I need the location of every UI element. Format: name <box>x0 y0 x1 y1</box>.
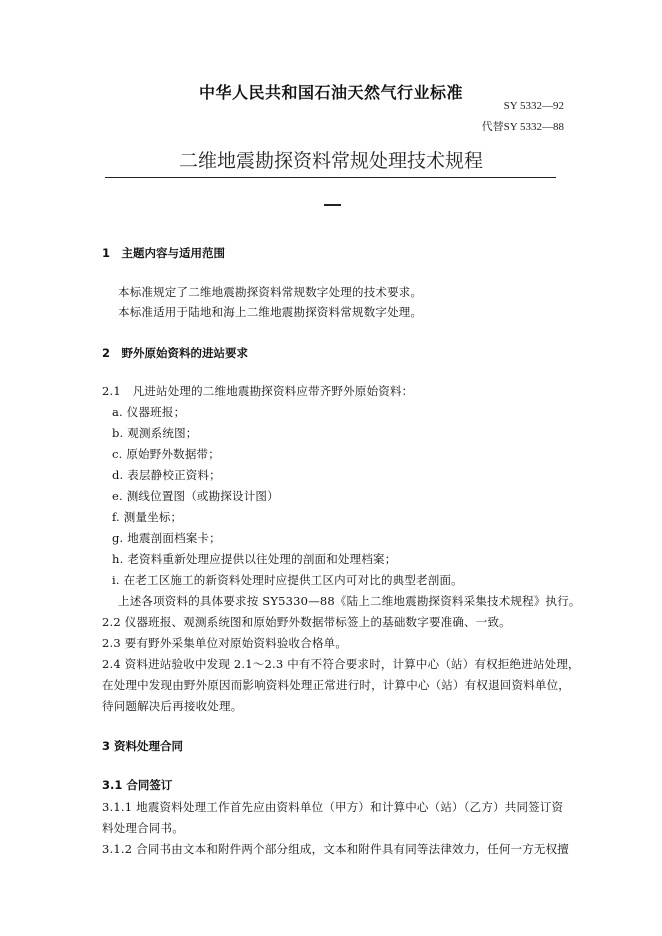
clause-3-1-2: 3.1.2 合同书由文本和附件两个部分组成，文本和附件具有同等法律效力，任何一方无权擅 <box>102 842 570 856</box>
list-item: c. 原始野外数据带； <box>112 447 220 461</box>
section-1-heading: 1 主题内容与适用范围 <box>102 246 226 260</box>
clause-2-1: 2.1 凡进站处理的二维地震勘探资料应带齐野外原始资料： <box>102 384 414 398</box>
clause-2-3: 2.3 要有野外采集单位对原始资料验收合格单。 <box>102 636 348 650</box>
list-item: e. 测线位置图（或勘探设计图） <box>112 489 279 503</box>
list-item: h. 老资料重新处理应提供以往处理的剖面和处理档案； <box>112 552 397 566</box>
clause-3-1-1-line-2: 料处理合同书。 <box>102 821 184 835</box>
list-item: i. 在老工区施工的新资料处理时应提供工区内可对比的典型老剖面。 <box>112 573 463 587</box>
subsection-3-1-heading: 3.1 合同签订 <box>102 778 173 792</box>
clause-2-2: 2.2 仪器班报、观测系统图和原始野外数据带标签上的基础数字要准确、一致。 <box>102 615 511 629</box>
section-2-heading: 2 野外原始资料的进站要求 <box>102 346 249 360</box>
clause-2-4-line-2: 在处理中发现由野外原因而影响资料处理正常进行时，计算中心（站）有权退回资料单位， <box>102 678 570 692</box>
list-item: g. 地震剖面档案卡； <box>112 531 221 545</box>
section-1-paragraph-1: 本标准规定了二维地震勘探资料常规数字处理的技术要求。 <box>118 285 423 299</box>
issuing-organization: 中华人民共和国石油天然气行业标准 <box>198 83 463 102</box>
list-item: a. 仪器班报； <box>112 405 186 419</box>
list-item: f. 测量坐标； <box>112 510 183 524</box>
clause-2-4-line-1: 2.4 资料进站验收中发现 2.1～2.3 中有不符合要求时，计算中心（站）有权拒绝进站处理， <box>102 657 580 671</box>
requirements-reference: 上述各项资料的具体要求按 SY5330—88《陆上二维地震勘探资料采集技术规程》执行。 <box>118 594 581 608</box>
title-dash <box>324 204 341 206</box>
document-title: 二维地震勘探资料常规处理技术规程 <box>178 150 483 172</box>
clause-2-4-line-3: 待问题解决后再接收处理。 <box>102 699 243 713</box>
clause-3-1-1-line-1: 3.1.1 地震资料处理工作首先应由资料单位（甲方）和计算中心（站）（乙方）共同签订资 <box>102 800 564 814</box>
section-3-heading: 3 资料处理合同 <box>102 739 184 753</box>
standard-code: SY 5332—92 <box>503 100 564 112</box>
title-rule <box>105 177 556 178</box>
section-1-paragraph-2: 本标准适用于陆地和海上二维地震勘探资料常规数字处理。 <box>118 305 423 319</box>
replaces-code: 代替SY 5332—88 <box>481 121 564 133</box>
list-item: b. 观测系统图； <box>112 426 198 440</box>
list-item: d. 表层静校正资料； <box>112 468 221 482</box>
